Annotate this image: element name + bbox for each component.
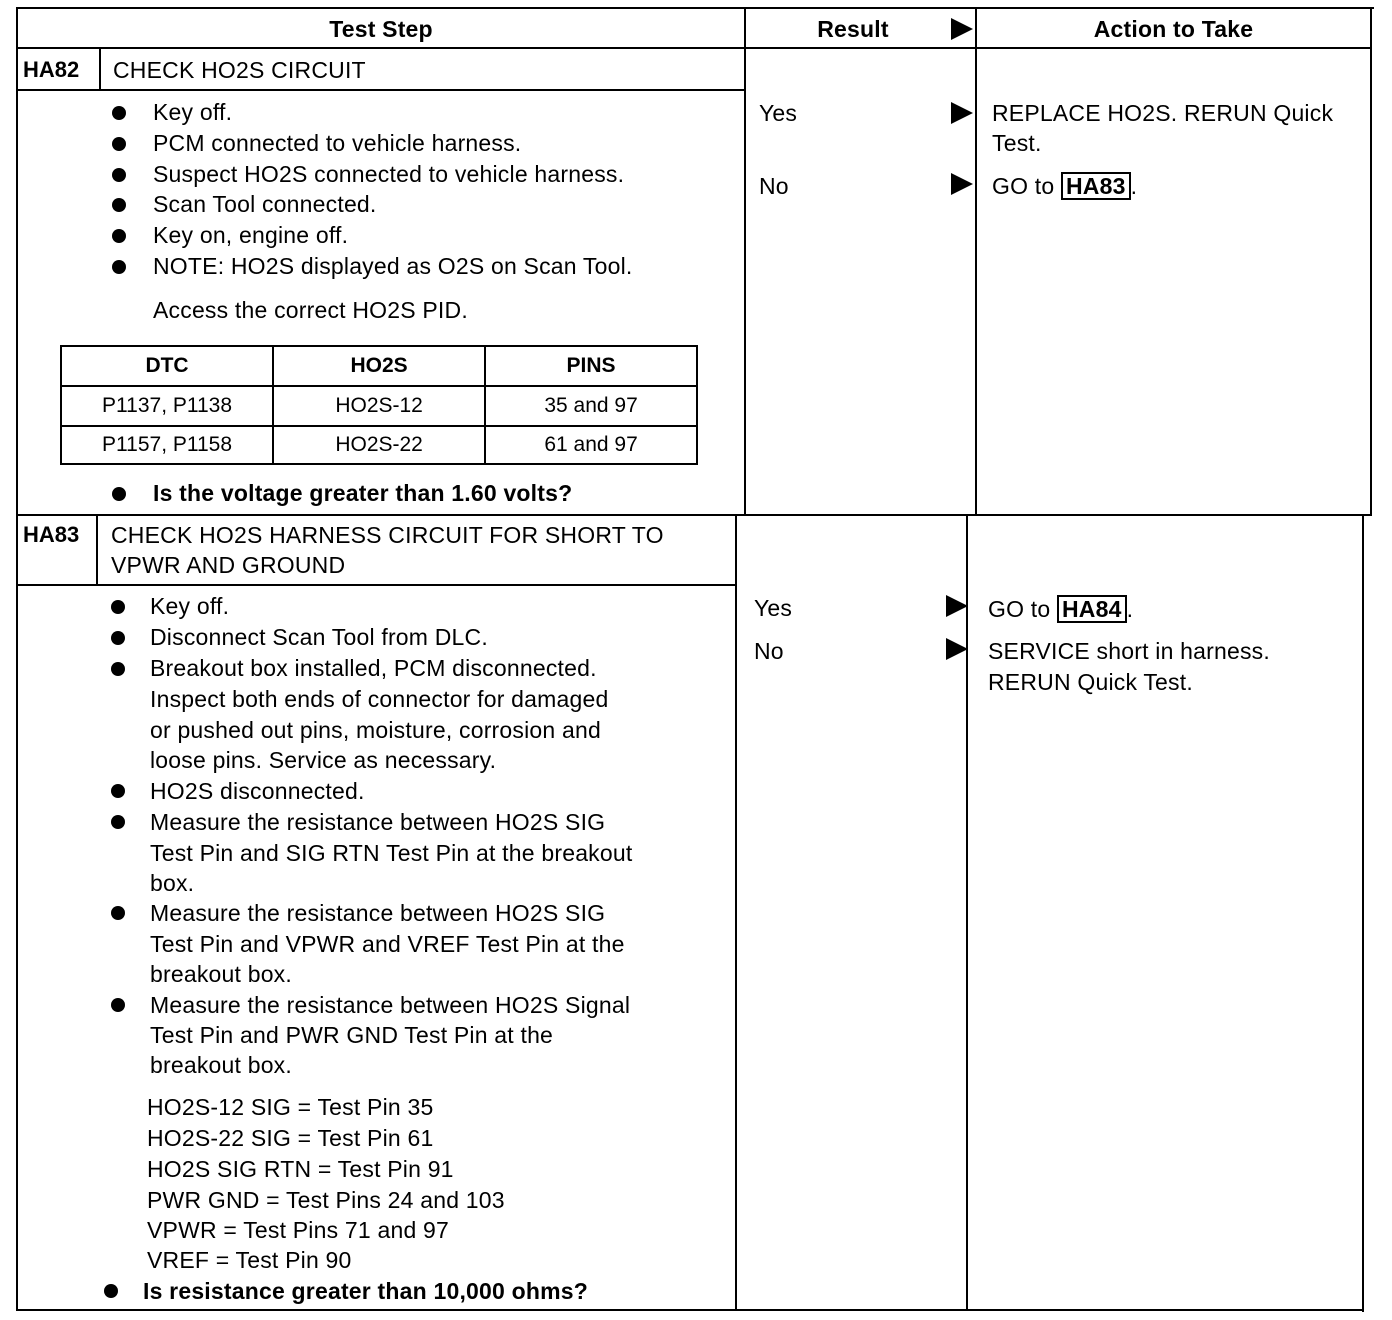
bullet-icon [112,168,126,182]
bullet-icon [104,1284,118,1298]
list-item: or pushed out pins, moisture, corrosion and [150,717,601,743]
pin-item: HO2S-12 SIG = Test Pin 35 [147,1094,434,1120]
arrow-right-icon [951,102,973,124]
pin-item: VPWR = Test Pins 71 and 97 [147,1217,450,1243]
arrow-right-icon [946,595,968,617]
list-item: Breakout box installed, PCM disconnected. [150,655,597,681]
list-item: Key off. [153,99,233,125]
action-suffix: . [1126,596,1134,622]
list-item: HO2S disconnected. [150,778,365,804]
result-yes: Yes [754,595,793,621]
list-item: Test Pin and VPWR and VREF Test Pin at the [150,931,625,957]
list-item: Key on, engine off. [153,222,349,248]
list-item: box. [150,870,195,896]
step-id: HA83 [23,522,80,547]
result-yes: Yes [759,100,798,126]
arrow-right-icon [946,638,968,660]
note-text: Access the correct HO2S PID. [153,297,468,323]
action-text: RERUN Quick Test. [988,669,1193,695]
bullet-icon [111,906,125,920]
table-cell: HO2S-12 [273,386,485,426]
result-no: No [759,173,789,199]
table-cell: P1137, P1138 [61,386,273,426]
list-item: Test Pin and SIG RTN Test Pin at the breakout [150,840,633,866]
table-row [61,386,697,426]
bullet-icon [112,137,126,151]
step-id: HA82 [23,57,80,82]
table-row [61,426,697,464]
list-item: Scan Tool connected. [153,191,377,217]
list-item: loose pins. Service as necessary. [150,747,497,773]
step-reference-link[interactable]: HA83 [1061,172,1131,200]
list-item: Disconnect Scan Tool from DLC. [150,624,488,650]
action-suffix: . [1130,173,1138,199]
pin-item: HO2S-22 SIG = Test Pin 61 [147,1125,434,1151]
step-title: CHECK HO2S HARNESS CIRCUIT FOR SHORT TO [111,522,664,548]
action-text: SERVICE short in harness. [988,638,1270,664]
list-item: Measure the resistance between HO2S Signal [150,992,631,1018]
bullet-icon [112,198,126,212]
dtc-table-header: HO2S [273,346,485,386]
table-cell: HO2S-22 [273,426,485,464]
pin-item: HO2S SIG RTN = Test Pin 91 [147,1156,454,1182]
list-item: PCM connected to vehicle harness. [153,130,522,156]
list-item: NOTE: HO2S displayed as O2S on Scan Tool. [153,253,633,279]
bullet-icon [111,998,125,1012]
bullet-icon [111,662,125,676]
action-goto [992,171,1137,201]
header-test-step: Test Step [329,16,433,42]
list-item: Key off. [150,593,230,619]
step-title: VPWR AND GROUND [111,552,346,578]
step-title: CHECK HO2S CIRCUIT [113,57,366,83]
step-reference-link[interactable]: HA84 [1057,595,1127,623]
header-action: Action to Take [1093,16,1254,42]
bullet-icon [111,815,125,829]
action-text: Test. [992,130,1042,156]
arrow-right-icon [951,173,973,195]
pin-item: VREF = Test Pin 90 [147,1247,352,1273]
step-question: Is the voltage greater than 1.60 volts? [153,480,573,506]
list-item: Measure the resistance between HO2S SIG [150,809,606,835]
table-cell: 61 and 97 [485,426,697,464]
bullet-icon [111,784,125,798]
action-text: REPLACE HO2S. RERUN Quick [992,100,1334,126]
bullet-icon [112,260,126,274]
dtc-table-header: PINS [485,346,697,386]
table-cell: 35 and 97 [485,386,697,426]
step-question: Is resistance greater than 10,000 ohms? [143,1278,589,1304]
list-item: breakout box. [150,1052,292,1078]
list-item: breakout box. [150,961,292,987]
pin-item: PWR GND = Test Pins 24 and 103 [147,1187,505,1213]
list-item: Test Pin and PWR GND Test Pin at the [150,1022,554,1048]
bullet-icon [112,229,126,243]
list-item: Inspect both ends of connector for damaged [150,686,609,712]
bullet-icon [112,487,126,501]
bullet-icon [112,106,126,120]
result-no: No [754,638,784,664]
action-goto [988,594,1133,624]
action-prefix: GO to [988,596,1057,622]
list-item: Measure the resistance between HO2S SIG [150,900,606,926]
list-item: Suspect HO2S connected to vehicle harness. [153,161,625,187]
bullet-icon [111,631,125,645]
arrow-right-icon [951,18,973,40]
bullet-icon [111,600,125,614]
action-prefix: GO to [992,173,1061,199]
header-result: Result [817,16,889,42]
dtc-table-header: DTC [61,346,273,386]
dtc-table [60,345,698,465]
table-cell: P1157, P1158 [61,426,273,464]
